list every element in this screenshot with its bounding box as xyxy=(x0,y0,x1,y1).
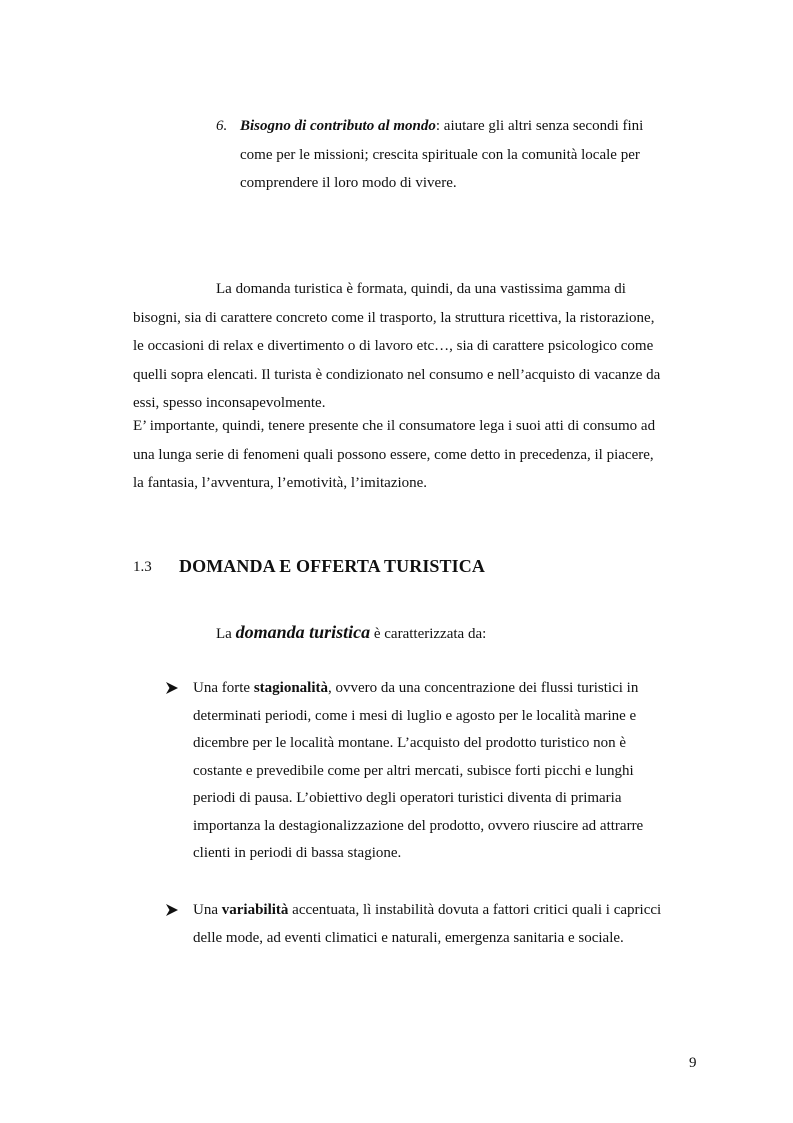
item-text-line: comprendere il loro modo di vivere. xyxy=(240,175,457,191)
bullet-line: costante e prevedibile come per altri mercati, subisce forti picchi e lunghi xyxy=(193,762,634,779)
bullet-line: importanza la destagionalizzazione del prodotto, ovvero riuscire ad attrarre xyxy=(193,817,644,834)
paragraph-line: E’ importante, quindi, tenere presente che il consumatore lega i suoi atti di consumo ad xyxy=(133,418,656,434)
paragraph-line: le occasioni di relax e divertimento o di lavoro etc…, sia di carattere psicologico come xyxy=(133,338,654,354)
bullet-first-line xyxy=(193,897,705,925)
demand-intro xyxy=(216,618,486,648)
bullet-text-before: Una xyxy=(193,902,222,918)
bullet-bold-term: stagionalità xyxy=(253,680,328,696)
arrow-bullet-icon xyxy=(165,903,179,917)
arrow-bullet-icon xyxy=(165,681,179,695)
bullet-line: dicembre per le località montane. L’acquisto del prodotto turistico non è xyxy=(193,735,627,751)
intro-after: è caratterizzata da: xyxy=(370,626,487,642)
bullet-bold-term: variabilità xyxy=(221,902,289,918)
item-text-line: come per le missioni; crescita spirituale con la comunità locale per xyxy=(240,146,640,163)
bullet-seasonality xyxy=(165,675,705,868)
intro-before: La xyxy=(216,626,236,642)
numbered-item-6 xyxy=(216,112,716,198)
item-number: 6. xyxy=(216,118,228,134)
item-body xyxy=(240,112,716,198)
bullet-line: periodi di pausa. L’obiettivo degli operatori turistici diventa di primaria xyxy=(193,790,622,806)
bullet-text-after: , ovvero da una concentrazione dei flussi turistici in xyxy=(328,680,639,696)
section-number: 1.3 xyxy=(133,559,152,575)
paragraph-line: La domanda turistica è formata, quindi, da una vastissima gamma di xyxy=(216,281,626,297)
bullet-line: determinati periodi, come i mesi di luglio e agosto per le località marine e xyxy=(193,707,637,724)
item-title: Bisogno di contributo al mondo xyxy=(240,118,436,134)
bullet-line: delle mode, ad eventi climatici e naturali, emergenza sanitaria e sociale. xyxy=(193,929,624,946)
bullet-variability xyxy=(165,897,705,952)
bullet-text-before: Una forte xyxy=(193,680,254,696)
bullet-text xyxy=(193,897,705,952)
paragraph-consumer xyxy=(133,412,703,498)
paragraph-line: una lunga serie di fenomeni quali possono essere, come detto in precedenza, il piacere, xyxy=(133,446,654,463)
bullet-line: clienti in periodi di bassa stagione. xyxy=(193,845,402,861)
paragraph-line: la fantasia, l’avventura, l’emotività, l’imitazione. xyxy=(133,475,428,491)
bullet-first-line xyxy=(193,675,705,703)
paragraph-line: essi, spesso inconsapevolmente. xyxy=(133,395,326,411)
intro-emphasis: domanda turistica xyxy=(235,622,371,642)
paragraph-line: bisogni, sia di carattere concreto come il trasporto, la struttura ricettiva, la ristorazione, xyxy=(133,309,655,326)
section-title: DOMANDA E OFFERTA TURISTICA xyxy=(179,556,485,576)
paragraph-line: quelli sopra elencati. Il turista è condizionato nel consumo e nell’acquisto di vacanze da xyxy=(133,366,661,383)
paragraph-tourist-demand xyxy=(133,275,703,418)
bullet-text-after: accentuata, lì instabilità dovuta a fattori critici quali i capricci xyxy=(288,902,662,918)
item-text-line: : aiutare gli altri senza secondi fini xyxy=(435,118,644,134)
page-number: 9 xyxy=(689,1055,697,1071)
bullet-text xyxy=(193,675,705,868)
section-heading xyxy=(133,553,633,579)
